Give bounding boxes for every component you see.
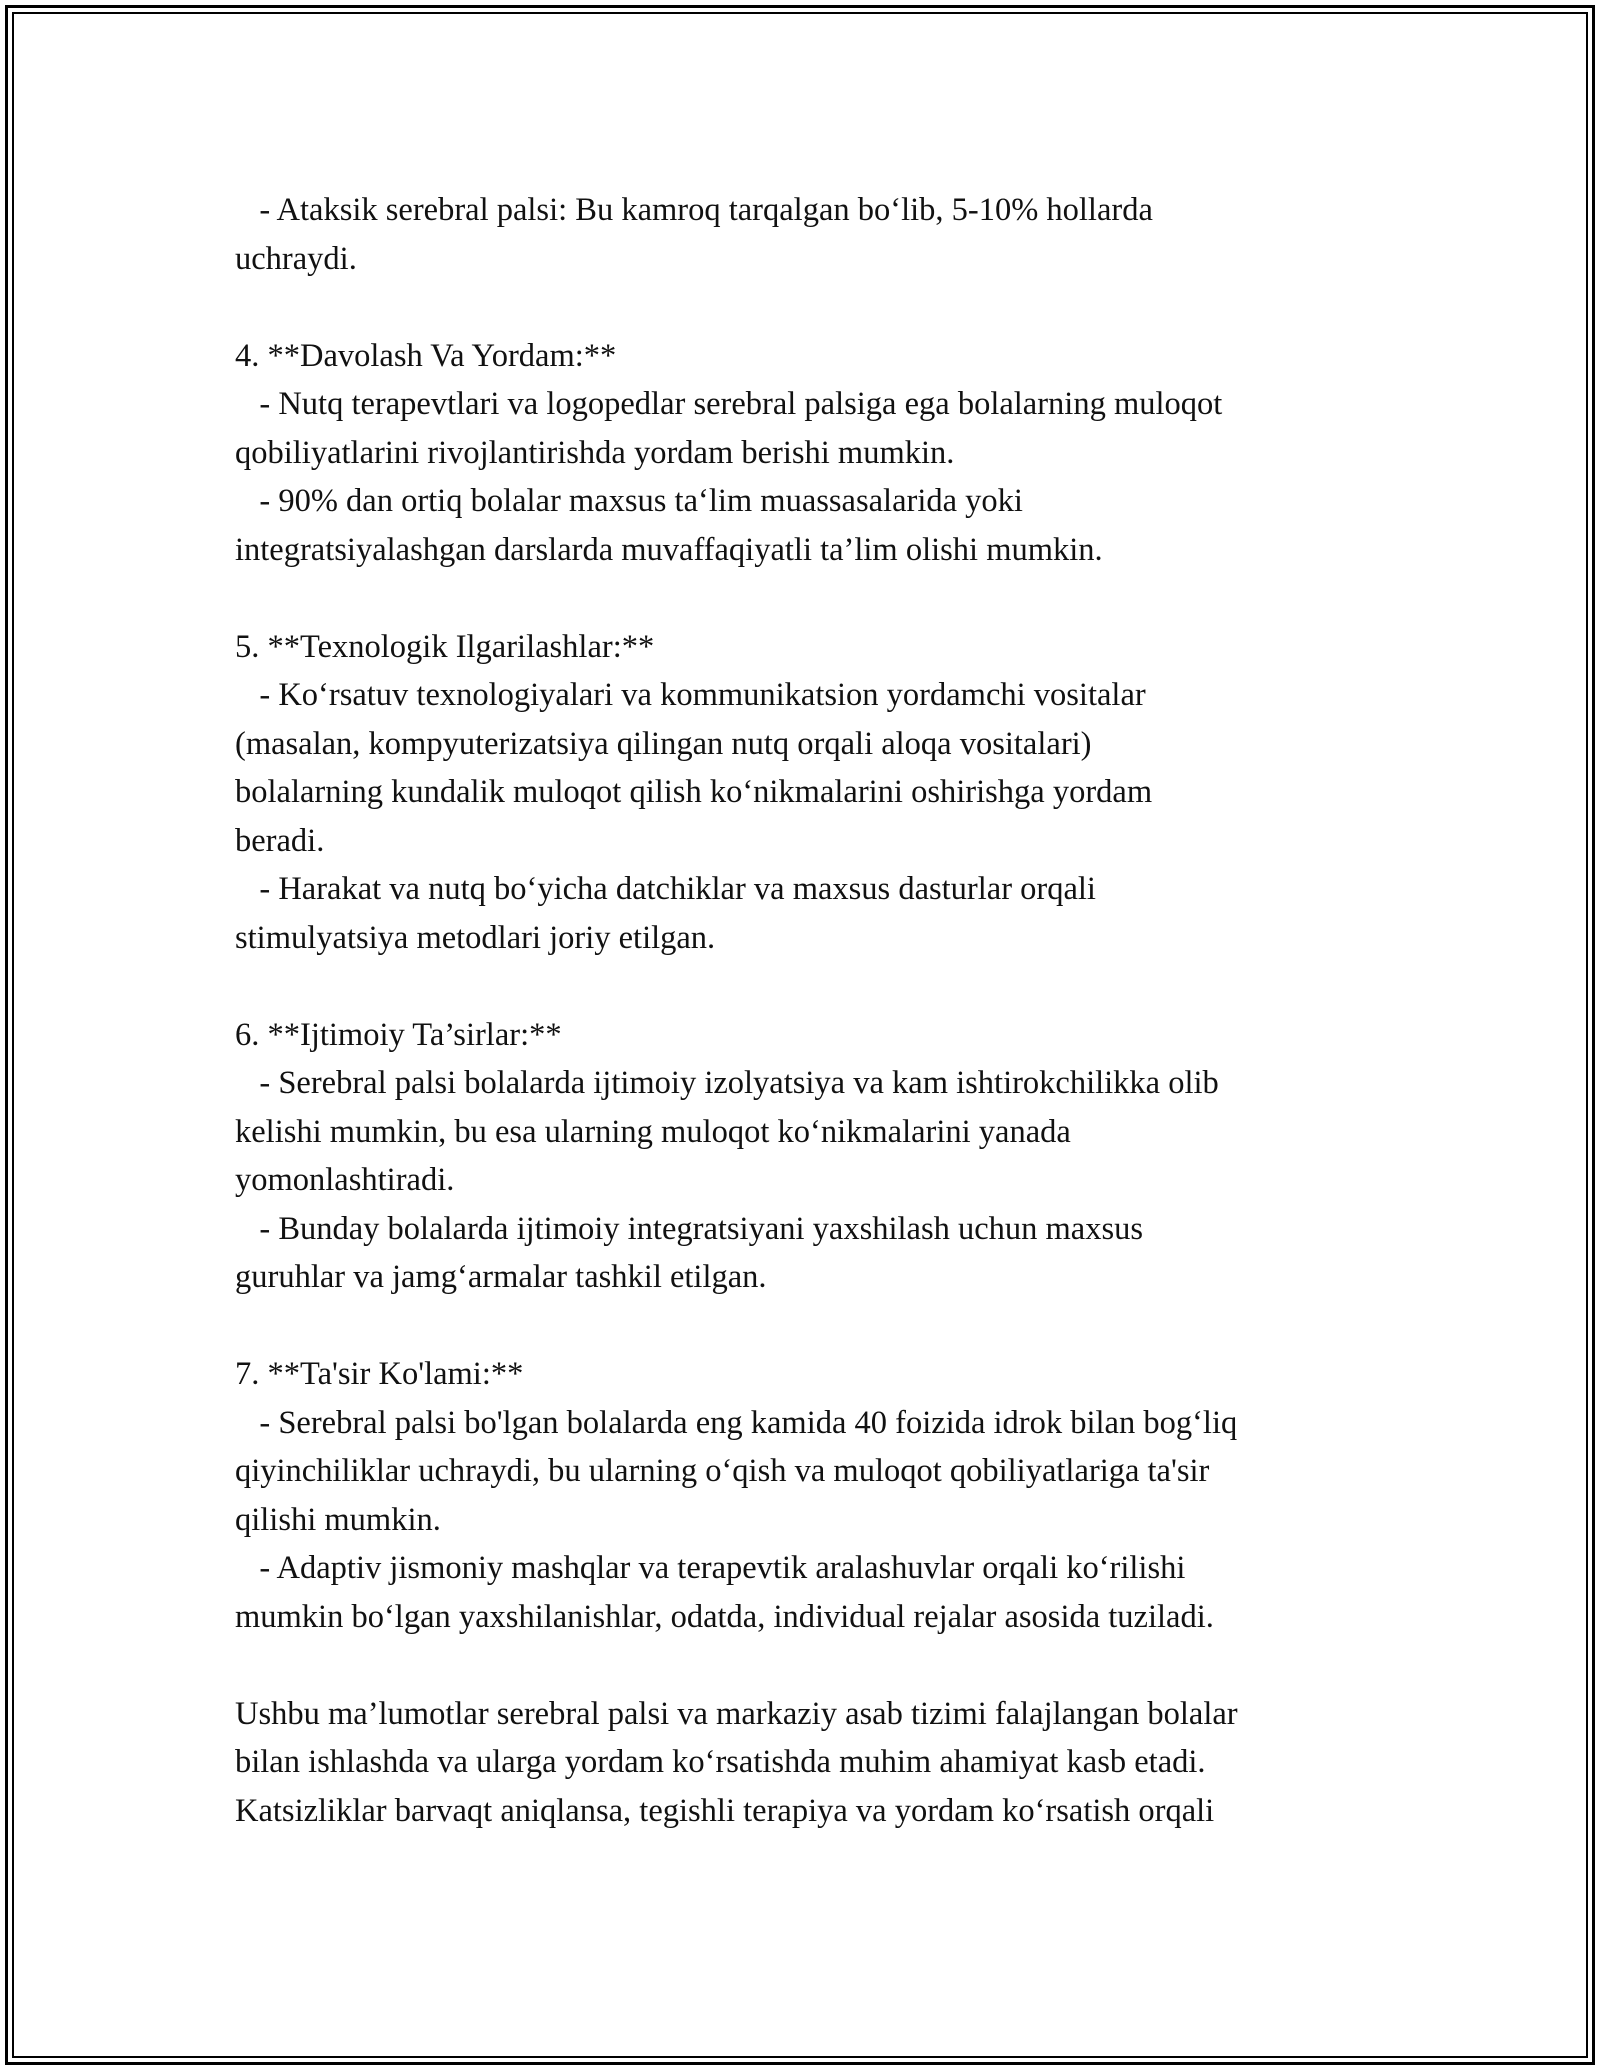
text-line: qiyinchiliklar uchraydi, bu ularning o‘qish va muloqot qobiliyatlariga ta'sir	[235, 1453, 1210, 1489]
section-ijtimoiy	[235, 1011, 1385, 1302]
text-line: (masalan, kompyuterizatsiya qilingan nutq orqali aloqa vositalari)	[235, 725, 1092, 762]
text-line: bilan ishlashda va ularga yordam ko‘rsatishda muhim ahamiyat kasb etadi.	[235, 1744, 1206, 1780]
text-line: guruhlar va jamg‘armalar tashkil etilgan.	[235, 1259, 767, 1295]
text-line: stimulyatsiya metodlari joriy etilgan.	[235, 919, 716, 956]
text-line: - Serebral palsi bolalarda ijtimoiy izolyatsiya va kam ishtirokchilikka olib	[235, 1065, 1219, 1101]
paragraph-gap	[235, 1641, 1385, 1690]
text-line: yomonlashtiradi.	[235, 1162, 455, 1198]
paragraph-gap	[235, 283, 1385, 332]
section-texnologik	[235, 623, 1385, 963]
text-line: - Ko‘rsatuv texnologiyalari va kommunikatsion yordamchi vositalar	[235, 677, 1146, 713]
paragraph-gap	[235, 962, 1385, 1011]
section-heading: 6. **Ijtimoiy Ta’sirlar:**	[235, 1016, 562, 1053]
text-line: - Bunday bolalarda ijtimoiy integratsiyani yaxshilash uchun maxsus	[235, 1210, 1144, 1247]
paragraph-gap	[235, 1302, 1385, 1351]
paragraph-gap	[235, 574, 1385, 623]
section-heading: 7. **Ta'sir Ko'lami:**	[235, 1356, 524, 1392]
block-ataksik	[235, 186, 1385, 283]
text-line: - Adaptiv jismoniy mashqlar va terapevtik aralashuvlar orqali ko‘rilishi	[235, 1550, 1186, 1586]
text-line: mumkin bo‘lgan yaxshilanishlar, odatda, individual rejalar asosida tuziladi.	[235, 1598, 1214, 1635]
section-davolash	[235, 332, 1385, 575]
text-line: - Nutq terapevtlari va logopedlar serebral palsiga ega bolalarning muloqot	[235, 386, 1223, 422]
text-line: - Ataksik serebral palsi: Bu kamroq tarqalgan bo‘lib, 5-10% hollarda	[235, 192, 1153, 228]
text-line: kelishi mumkin, bu esa ularning muloqot ko‘nikmalarini yanada	[235, 1113, 1071, 1150]
section-heading: 5. **Texnologik Ilgarilashlar:**	[235, 628, 655, 665]
text-line: bolalarning kundalik muloqot qilish ko‘nikmalarini oshirishga yordam	[235, 774, 1153, 810]
section-tasir-kolami	[235, 1350, 1385, 1641]
text-line: beradi.	[235, 822, 325, 859]
document-body	[235, 186, 1385, 1835]
text-line: - 90% dan ortiq bolalar maxsus ta‘lim muassasalarida yoki	[235, 483, 1023, 519]
text-line: uchraydi.	[235, 240, 357, 277]
text-line: integratsiyalashgan darslarda muvaffaqiyatli ta’lim olishi mumkin.	[235, 531, 1103, 568]
text-line: Katsizliklar barvaqt aniqlansa, tegishli terapiya va yordam ko‘rsatish orqali	[235, 1792, 1215, 1829]
text-line: qilishi mumkin.	[235, 1501, 441, 1538]
section-heading: 4. **Davolash Va Yordam:**	[235, 337, 617, 374]
text-line: Ushbu ma’lumotlar serebral palsi va markaziy asab tizimi falajlangan bolalar	[235, 1695, 1238, 1732]
text-line: qobiliyatlarini rivojlantirishda yordam berishi mumkin.	[235, 434, 955, 471]
text-line: - Harakat va nutq bo‘yicha datchiklar va maxsus dasturlar orqali	[235, 871, 1096, 907]
text-line: - Serebral palsi bo'lgan bolalarda eng kamida 40 foizida idrok bilan bog‘liq	[235, 1404, 1238, 1441]
closing-paragraph	[235, 1690, 1385, 1836]
